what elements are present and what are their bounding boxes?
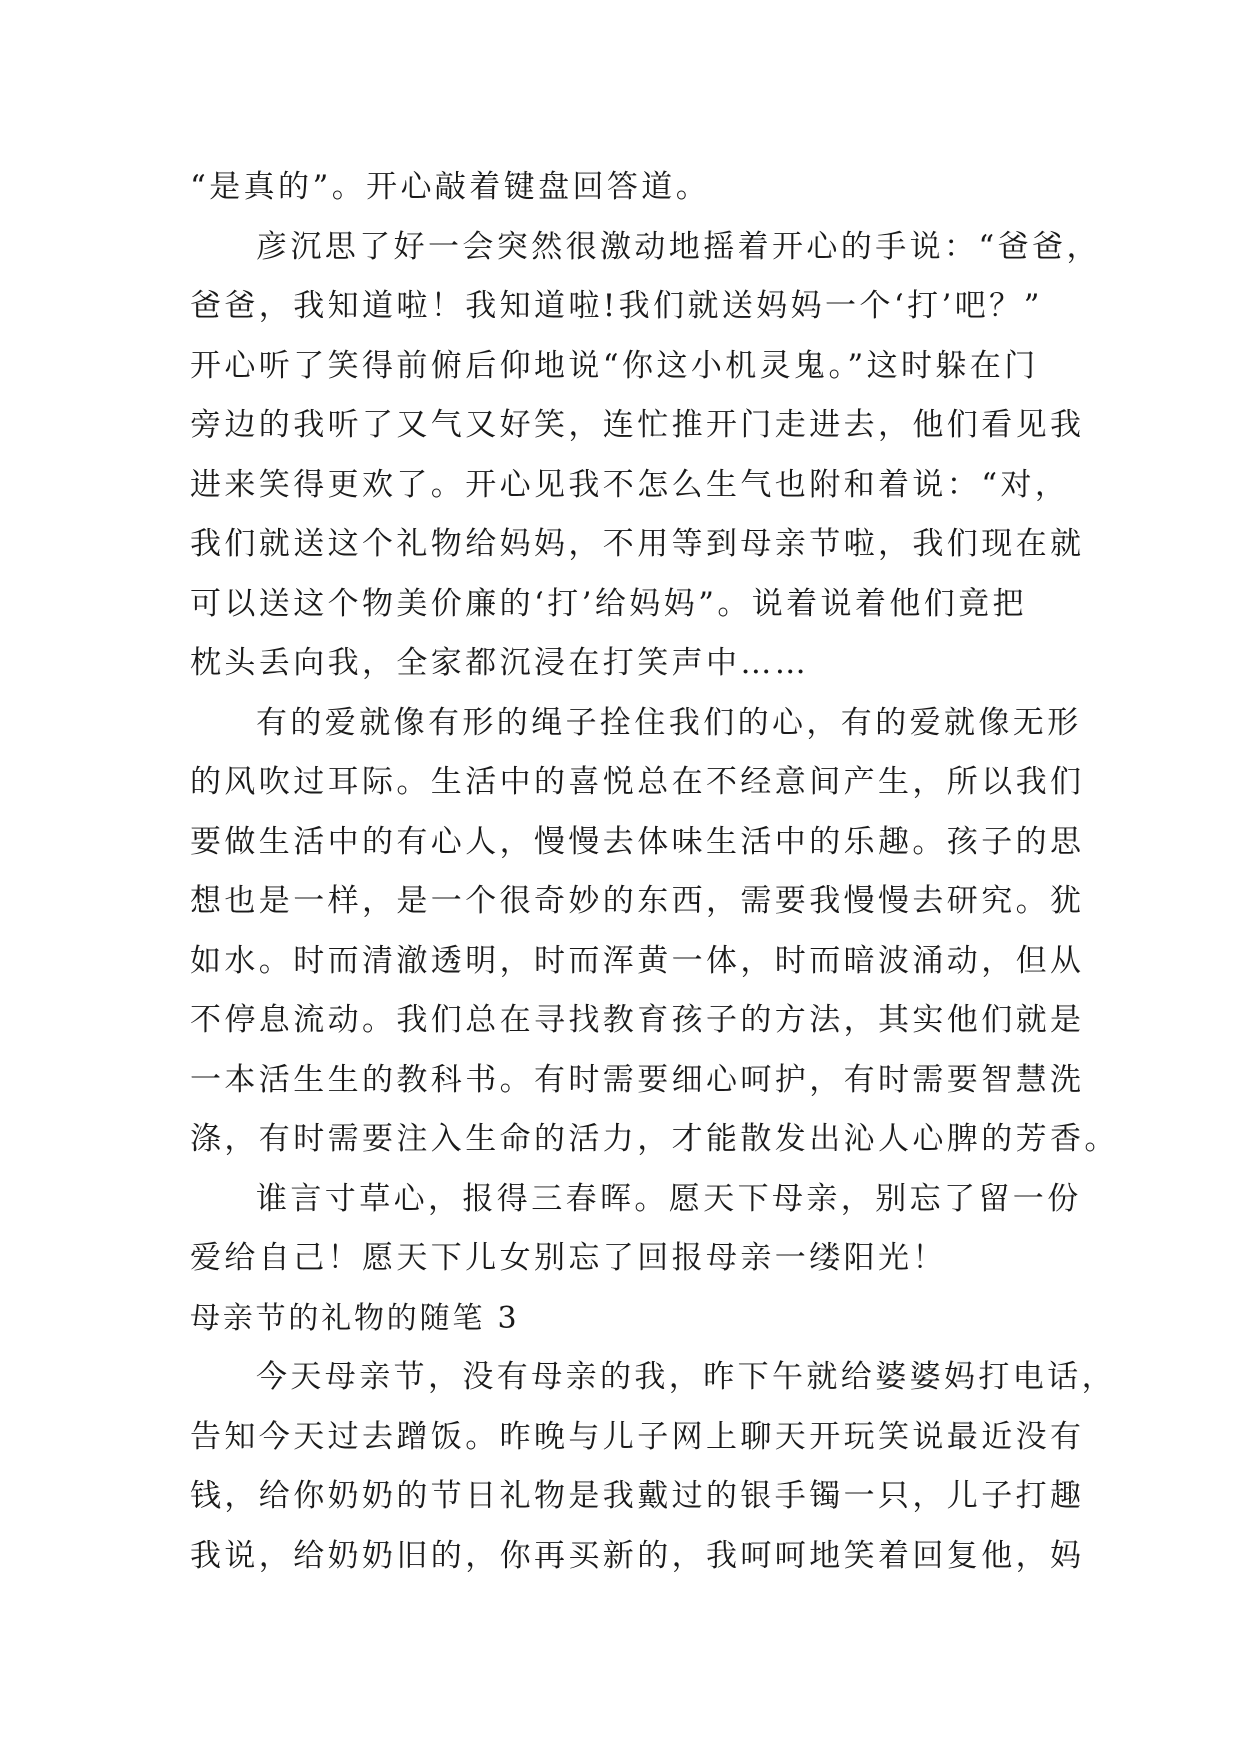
paragraph-start-line: 彦沉思了好一会突然很激动地摇着开心的手说：“爸爸， bbox=[256, 228, 1101, 265]
text-line: 涤，有时需要注入生命的活力，才能散发出沁人心脾的芳香。 bbox=[190, 1121, 1119, 1157]
paragraph-start-line: 今天母亲节，没有母亲的我，昨下午就给婆婆妈打电话， bbox=[256, 1359, 1116, 1395]
text-line: 如水。时而清澈透明，时而浑黄一体，时而暗波涌动，但从 bbox=[190, 942, 1085, 979]
text-line: 进来笑得更欢了。开心见我不怎么生气也附和着说：“对， bbox=[190, 466, 1070, 503]
text-line: 爸爸，我知道啦！我知道啦!我们就送妈妈一个‘打’吧？” bbox=[190, 288, 1043, 324]
text-line: 不停息流动。我们总在寻找教育孩子的方法，其实他们就是 bbox=[190, 1002, 1085, 1038]
document-body bbox=[190, 158, 1119, 1586]
text-line: 钱，给你奶奶的节日礼物是我戴过的银手镯一只，儿子打趣 bbox=[190, 1478, 1085, 1514]
text-line: 枕头丢向我，全家都沉浸在打笑声中…… bbox=[190, 645, 810, 681]
text-line: 旁边的我听了又气又好笑，连忙推开门走进去，他们看见我 bbox=[190, 407, 1085, 443]
text-line: 告知今天过去蹭饭。昨晚与儿子网上聊天开玩笑说最近没有 bbox=[190, 1418, 1085, 1455]
paragraph-start-line: 有的爱就像有形的绳子拴住我们的心，有的爱就像无形 bbox=[256, 704, 1082, 741]
text-line: “是真的”。开心敲着键盘回答道。 bbox=[190, 169, 711, 205]
text-line: 一本活生生的教科书。有时需要细心呵护，有时需要智慧洗 bbox=[190, 1061, 1085, 1098]
text-line: 的风吹过耳际。生活中的喜悦总在不经意间产生，所以我们 bbox=[190, 764, 1085, 800]
section-heading: 母亲节的礼物的随笔 3 bbox=[190, 1300, 520, 1336]
text-line: 开心听了笑得前俯后仰地说“你这小机灵鬼。”这时躲在门 bbox=[190, 347, 1039, 384]
paragraph-start-line: 谁言寸草心，报得三春晖。愿天下母亲，别忘了留一份 bbox=[256, 1180, 1082, 1217]
text-line: 我说，给奶奶旧的，你再买新的，我呵呵地笑着回复他，妈 bbox=[190, 1537, 1085, 1574]
text-line: 想也是一样，是一个很奇妙的东西，需要我慢慢去研究。犹 bbox=[190, 883, 1085, 919]
text-line: 我们就送这个礼物给妈妈，不用等到母亲节啦，我们现在就 bbox=[190, 526, 1085, 562]
text-line: 可以送这个物美价廉的‘打’给妈妈”。说着说着他们竟把 bbox=[190, 585, 1027, 622]
text-line: 要做生活中的有心人，慢慢去体味生活中的乐趣。孩子的思 bbox=[190, 823, 1085, 860]
text-line: 爱给自己！愿天下儿女别忘了回报母亲一缕阳光！ bbox=[190, 1240, 947, 1276]
